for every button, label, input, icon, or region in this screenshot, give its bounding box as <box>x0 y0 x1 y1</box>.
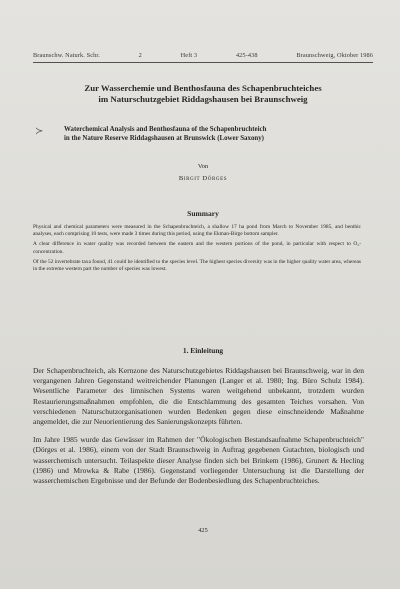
summary-paragraph: Of the 52 invertebrate taxa found, 41 could be identified to the species level. The highest species diversity was in the higher quality water area, whereas in the extreme western part the number of species was lowest. <box>33 258 361 273</box>
title-line-1: Zur Wasserchemie und Benthosfauna des Schapenbruchteiches <box>84 83 322 93</box>
summary-heading: Summary <box>187 209 219 218</box>
page-range: 425-438 <box>235 52 258 59</box>
summary-block <box>33 224 361 276</box>
title-line-2: im Naturschutzgebiet Riddagshausen bei Braunschweig <box>98 94 308 104</box>
place-and-date: Braunschweig, Oktober 1986 <box>296 52 373 59</box>
author-name: Birgit Dörges <box>178 175 228 182</box>
section-heading: 1. Einleitung <box>182 346 224 355</box>
page-number: 425 <box>198 527 208 534</box>
running-header <box>33 52 373 59</box>
issue-number: Heft 3 <box>180 52 198 59</box>
body-paragraph: Im Jahre 1985 wurde das Gewässer im Rahmen der "Ökologischen Bestandsaufnahme Schapenbruchteich" (Dörges et al. 1986), einem von der Stadt Braunschweig in Auftrag gegebenen Gutachten, biologisch und wasserchemisch untersucht. Teilaspekte dieser Analyse finden sich bei Brinkem (1986), Grunert & Hecling (1986) und Mrowka & Rabe (1986). Gegenstand vorliegender Untersuchung ist die Darstellung der wasserchemischen Ergebnisse und der Befunde der Bodenbesiedlung des Schapenbruchteiches. <box>33 435 364 486</box>
journal-name: Braunschw. Naturk. Schr. <box>33 52 100 59</box>
body-paragraph: Der Schapenbruchteich, als Kernzone des Naturschutzgebietes Riddagshausen bei Braunschweig, war in den vergangenen Jahren Gegenstand weitreichender Planungen (Langer et al. 1980; Ing. Büro Schulz 1984). Wesentliche Parameter des limnischen Systems waren weitgehend unbekannt, trotzdem wurden Restaurierungsmaßnahmen empfohlen, die die Entschlammung des gesamten Teiches vorsahen. Von verschiedenen Naturschutzorganisationen wurden Bedenken gegen diese einschneidende Maßnahme angemeldet, die zur Neuorientierung des Sanierungskonzepts führten. <box>33 366 364 427</box>
english-title <box>64 125 364 143</box>
summary-paragraph: Physical and chemical parameters were measured in the Schapenbruchteich, a shallow 17 ha pond from March to November 1985, and benthic analyses, each comprising 10 tests, were made 3 times during this period, using the Ekman-Birge bottom sampler. <box>33 224 361 238</box>
summary-paragraph: A clear difference in water quality was recorded between the eastern and the western portions of the pond, in particular with respect to O₂-concentration. <box>33 241 361 255</box>
handwritten-mark: ≻ <box>35 126 44 137</box>
byline-von: Von <box>197 163 209 170</box>
header-rule <box>33 62 373 63</box>
english-title-line-1: Waterchemical Analysis and Benthosfauna of the Schapenbruchteich <box>64 126 267 133</box>
english-title-line-2: in the Nature Reserve Riddagshausen at Brunswick (Lower Saxony) <box>64 135 264 142</box>
article-sheet <box>33 0 373 589</box>
body-text <box>33 366 364 494</box>
volume-number: 2 <box>138 52 142 59</box>
article-title <box>33 83 373 105</box>
